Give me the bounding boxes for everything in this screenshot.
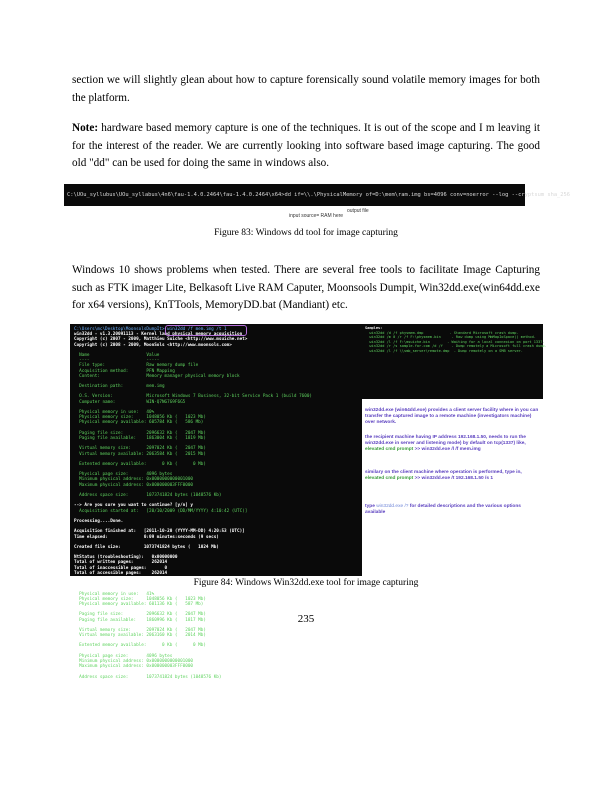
console-line: win32dd - v1.3.20091113 - Kernel land physical memory acquisition	[74, 332, 243, 338]
console-line: Name Value	[74, 352, 160, 358]
dd-command-screenshot	[64, 184, 571, 206]
console-line: Minimum physical address: 0x0000000000001000	[74, 659, 193, 664]
console-line: Acquisition method: PFN Mapping	[74, 368, 175, 374]
console-line: Total of inaccessible pages: 0	[74, 565, 168, 571]
note-client-server	[365, 408, 541, 427]
page-number: 235	[297, 613, 315, 625]
console-line: win32dd /l /f \\smb_server\remote.dmp - Dump remotely on a SMB server.	[365, 348, 523, 353]
dd-command-text: C:\UOu_syllubus\UOu_syllabus\4n6\fau-1.4.0.2464\fau-1.4.0.2464\x64>dd if=\\.\PhysicalMemory of=D:\mem\ram.img bs=4096 conv=noerror --log --cryptsum sha_256	[67, 192, 571, 198]
console-line: Copyright (c) 2007 - 2009, Matthieu Suiche <http://www.msuiche.net>	[74, 337, 248, 343]
console-line: Samples:	[365, 326, 383, 330]
console-line: Processing....Done.	[74, 518, 124, 524]
console-line: SHA1: 2588320E336FC09787077051F96483867F5B6C20E	[74, 581, 196, 587]
console-line: Maximum physical address: 0x000000003FFF0000	[74, 482, 193, 488]
note-recipient-cmd-label: elevated cmd prompt	[365, 447, 414, 453]
console-line: Total of accessible pages: 262014	[74, 570, 168, 576]
tools-paragraph	[72, 262, 540, 315]
note-client-cmd-label: elevated cmd prompt	[365, 476, 414, 482]
console-line: O.S. Version: Microsoft Windows 7 Business, 32-bit Service Pack 1 (build 7600)	[74, 394, 312, 400]
console-line: Physical memory in use: 40%	[74, 410, 155, 415]
note-client-server-text: win32dd.exe (win64dd.exe) provides a client server facility where in you can transfer the captured image to a remote machine (investigators machine) over network.	[365, 408, 539, 426]
console-line: Copyright (c) 2008 - 2009, MoonSols <http://www.moonsols.com>	[74, 342, 232, 348]
annotation-output-file: output file	[347, 208, 369, 214]
note-recipient-cmd: >> win32dd.exe /l /f mem.img	[413, 447, 481, 453]
console-line: win32dd /r /s sample.for.com /d /f - Dump remotely a Microsoft full crash dump.	[365, 344, 547, 349]
note-client-cmd: >> win32dd.exe /t 192.168.1.50 /s 1	[413, 476, 493, 482]
note-help-cmd: win32dd.exe /?	[376, 504, 409, 509]
note-client	[365, 470, 541, 482]
console-line: win32dd /l /f F:\msuiche.bin - Waiting for a local connexion on port 1337.	[365, 339, 545, 344]
note-help-a: type	[365, 504, 377, 509]
console-line: Physical memory available: 601136 Kb ( 587 Mb)	[74, 601, 204, 607]
console-line: Physical page size: 4096 bytes	[74, 472, 173, 478]
intro-text: section we will slightly glean about how to capture forensically sound volatile memory images for both the platform.	[72, 74, 540, 104]
console-line: Maximum physical address: 0x000000003FFF0000	[74, 664, 193, 670]
console-line: Computer name: WIN-Q7NG7G9F6G5	[74, 399, 186, 405]
console-line: Physical page size: 4096 bytes	[74, 653, 173, 659]
console-line: Physical memory in use: 41%	[74, 591, 155, 597]
console-line: Total of written pages: 262014	[74, 560, 168, 566]
command-highlight	[165, 325, 247, 336]
console-line: Destination path: mem.img	[74, 384, 165, 390]
console-line: Extented memory available: 0 Kb ( 0 Mb)	[74, 461, 206, 467]
console-line: Virtual memory size: 2097024 Kb ( 2047 Mb)	[74, 446, 206, 452]
console-line: File type: Raw memory dump file	[74, 363, 199, 369]
annotation-input-source: input source= RAM here	[289, 213, 344, 219]
console-line: Address space size: 1073741824 bytes (1048576 Kb)	[74, 674, 222, 680]
win32dd-notes-panel	[362, 324, 547, 576]
console-line: Paging file available: 1860996 Kb ( 1817 Mb)	[74, 617, 206, 623]
console-line: C:\Users\mc\Desktop\MoonsolsDumpIt> win32dd /f mem.img /t 1	[74, 327, 227, 332]
console-line: Paging file available: 1863004 Kb ( 1819 Mb)	[74, 435, 206, 441]
note-paragraph	[72, 120, 540, 173]
note-label: Note:	[72, 122, 99, 134]
console-line: Virtual memory available: 2063160 Kb ( 2014 Mb)	[74, 633, 206, 639]
tools-text: Windows 10 shows problems when tested. There are several free tools to facilitate Image Capturing such as FTK imager Lite, Belkasoft Live RAM Caputer, Moonsools Dumpit, Win32dd.exe(win64dd.exe for x64 versions), KnTTools, MemoryDD.bat (Mandiant) etc.	[72, 264, 540, 311]
note-text: hardware based memory capture is one of the techniques. It is out of the scope and I m leaving it for the interest of the reader. We are currently looking into software based image capturing. The good old "dd" can be used for doing the same in windows also.	[72, 122, 540, 169]
console-line: win32dd /m 0 /r /f F:\physmem.bin - Raw dump using MmMapIoSpace() method.	[365, 335, 536, 340]
console-line: Physical memory size: 1048056 Kb ( 1023 Mb)	[74, 415, 206, 421]
console-line: Physical memory available: 605784 Kb ( 586 Mb)	[74, 420, 204, 426]
console-line: Time elapsed: 0:09 minutes:seconds (9 secs)	[74, 534, 219, 540]
note-client-text: similary on the client machine where operation is performed, type in,	[365, 470, 522, 475]
console-line: NtStatus (troubleshooting): 0x00000000	[74, 555, 178, 561]
intro-paragraph	[72, 72, 540, 107]
console-line: Acquisition started at: [20/10/2009 (DD/MM/YYYY) 4:10:42 (UTC)]	[74, 508, 248, 514]
console-line: Virtual memory size: 2097024 Kb ( 2047 Mb)	[74, 627, 206, 633]
console-line: win32dd /d /f physmem.dmp - Standard Microsoft crash dump.	[365, 330, 519, 335]
console-line: Extented memory available: 0 Kb ( 0 Mb)	[74, 643, 206, 649]
console-line: Acquisition finished at: [2011-10-20 (YYYY-MM-DD) 4:20:53 (UTC)]	[74, 529, 245, 535]
console-line: Paging file size: 2096632 Kb ( 2047 Mb)	[74, 430, 206, 436]
figure-84-caption: Figure 84: Windows Win32dd.exe tool for image capturing	[193, 578, 419, 588]
console-line: Paging file size: 2096632 Kb ( 2047 Mb)	[74, 612, 206, 618]
console-line: Virtual memory available: 2063584 Kb ( 2015 Mb)	[74, 451, 206, 457]
console-line: Address space size: 1073741824 bytes (1048576 Kb)	[74, 493, 222, 498]
console-line: Minimum physical address: 0x0000000000001000	[74, 477, 193, 483]
note-recipient	[365, 435, 541, 454]
console-line: ---- -----	[74, 358, 160, 364]
console-line: Physical memory size: 1048056 Kb ( 1023 Mb)	[74, 596, 206, 602]
figure-83-caption: Figure 83: Windows dd tool for image capturing	[214, 228, 398, 238]
note-help	[365, 504, 541, 516]
console-line: --> Are you sure you want to continue? [y/n] y	[74, 503, 193, 509]
win32dd-samples-console	[362, 324, 547, 399]
console-line: Content: Memory manager physical memory block	[74, 373, 240, 379]
console-line: Created file size: 1073741824 bytes ( 1024 Mb)	[74, 544, 219, 550]
note-recipient-text: the recipient machine having IP address 192.168.1.50, needs to run the win32dd.exe in server and listening mode) by default on tcp(1337) like,	[365, 435, 526, 447]
note-help-c: for detailed descriptions and the various options available	[365, 504, 521, 516]
